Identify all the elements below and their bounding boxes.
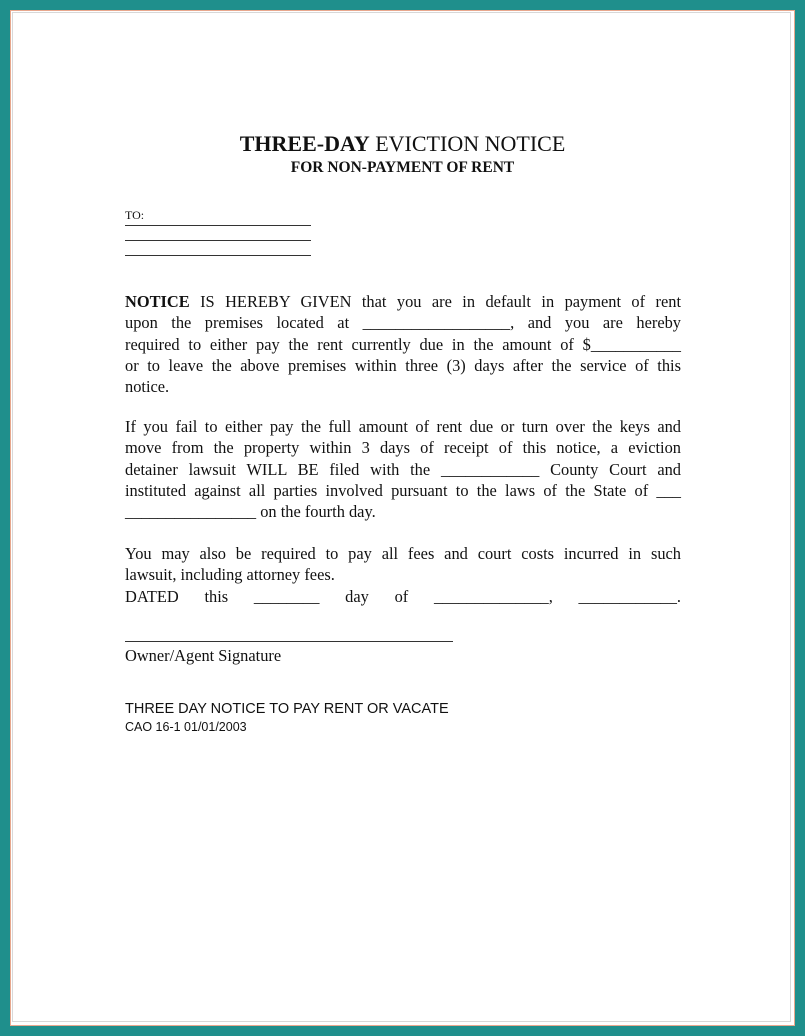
title-bold: THREE-DAY	[239, 131, 370, 156]
notice-lead: NOTICE	[125, 292, 190, 311]
consequence-line-3: detainer lawsuit WILL BE filed with the ____________ County Court and	[125, 459, 681, 479]
fees-paragraph	[125, 543, 681, 607]
title-rest: EVICTION NOTICE	[369, 131, 566, 156]
document-page	[12, 12, 791, 1022]
recipient-line-1	[125, 225, 311, 226]
consequence-line-2: move from the property within 3 days of receipt of this notice, a eviction	[125, 438, 681, 458]
notice-line-3: required to either pay the rent currently due in the amount of $___________	[125, 334, 681, 354]
document-title	[13, 131, 792, 157]
signature-line	[125, 641, 453, 642]
consequence-line-1: If you fail to either pay the full amount of rent due or turn over the keys and	[125, 417, 681, 436]
form-code: CAO 16-1 01/01/2003	[125, 720, 247, 734]
consequence-paragraph	[125, 416, 681, 522]
consequence-line-5: ________________ on the fourth day.	[125, 502, 376, 522]
document-subtitle: FOR NON-PAYMENT OF RENT	[290, 159, 515, 176]
consequence-line-4: instituted against all parties involved pursuant to the laws of the State of ___	[125, 480, 681, 500]
recipient-label: TO:	[125, 208, 145, 222]
recipient-line-2	[125, 240, 311, 241]
notice-line-2: upon the premises located at __________________, and you are hereby	[125, 313, 681, 333]
notice-line-4: or to leave the above premises within three (3) days after the service of this	[125, 355, 681, 375]
recipient-line-3	[125, 255, 311, 256]
signature-label: Owner/Agent Signature	[125, 646, 282, 665]
notice-line-1: NOTICE IS HEREBY GIVEN that you are in default in payment of rent	[125, 292, 681, 311]
notice-line-5: notice.	[125, 377, 170, 397]
fees-line-2: lawsuit, including attorney fees.	[125, 565, 335, 585]
notice-paragraph	[125, 291, 681, 397]
fees-line-1: You may also be required to pay all fees and court costs incurred in such	[125, 544, 681, 563]
form-title: THREE DAY NOTICE TO PAY RENT OR VACATE	[125, 701, 449, 717]
dated-line: DATED this ________ day of ______________, ____________.	[125, 586, 681, 606]
